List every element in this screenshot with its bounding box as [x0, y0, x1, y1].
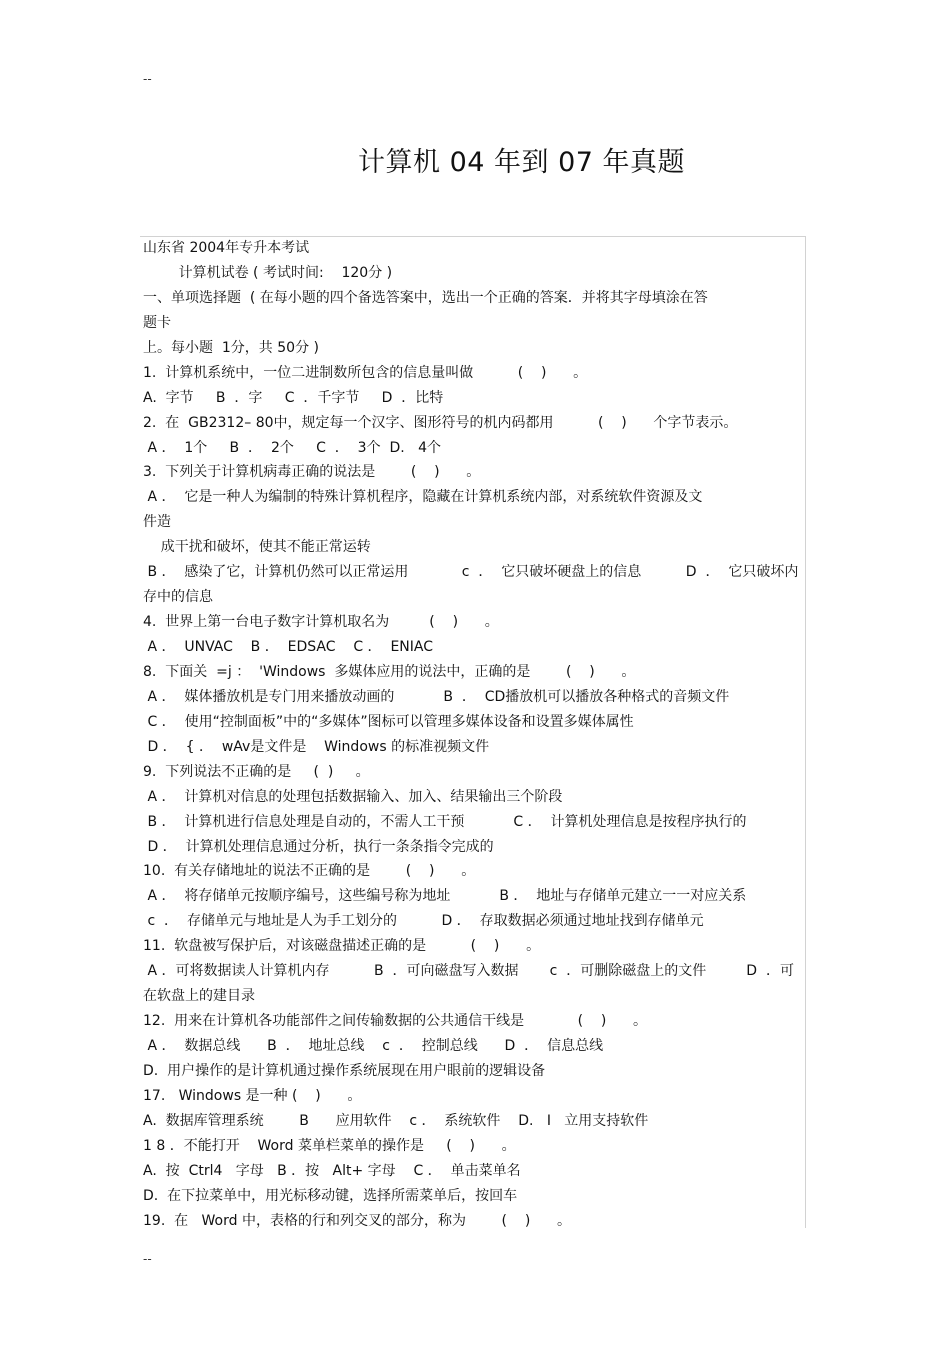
text-line: 题卡	[143, 314, 171, 331]
text-line: 成干扰和破坏，使其不能正常运转	[143, 539, 371, 556]
text-line: A ． UNVAC B ． EDSAC C ． ENIAC	[143, 639, 434, 655]
text-line: D. 在下拉菜单中，用光标移动键，选择所需菜单后，按回车	[143, 1187, 518, 1204]
text-line: 计算机试卷 ( 考试时间: 120分 )	[143, 264, 393, 281]
text-line: 9. 下列说法不正确的是 ( ) 。	[143, 763, 370, 780]
text-line: A. 字节 B ．字 C ．千字节 D ．比特	[143, 389, 444, 406]
text-line: A ． 媒体播放机是专门用来播放动画的 B ． CD播放机可以播放各种格式的音频文件	[143, 688, 730, 705]
text-line: A. 按 Ctrl4 字母 B ．按 Alt+ 字母 C ． 单击菜单名	[143, 1162, 521, 1179]
text-line: 19. 在 Word 中，表格的行和列交叉的部分，称为 ( ) 。	[143, 1212, 571, 1229]
text-line: 11. 软盘被写保护后，对该磁盘描述正确的是 ( ) 。	[143, 938, 541, 955]
text-line: A ． 计算机对信息的处理包括数据输入、加入、结果输出三个阶段	[143, 788, 563, 805]
page-header-marker: --	[143, 72, 152, 86]
text-line: B ． 计算机进行信息处理是自动的，不需人工干预 C ． 计算机处理信息是按程序执行的	[143, 813, 747, 830]
text-line: D ． { ． wAv是文件是 Windows 的标准视频文件	[143, 738, 490, 755]
text-line: A ．可将数据读人计算机内存 B ．可向磁盘写入数据 c ．可删除磁盘上的文件 D ．可	[143, 963, 794, 980]
text-line: D ． 计算机处理信息通过分析，执行一条条指令完成的	[143, 838, 494, 855]
text-line: 一、单项选择题 ( 在每小题的四个备选答案中，选出一个正确的答案．并将其字母填涂在答	[143, 289, 708, 306]
text-line: A. 数据库管理系统 B 应用软件 c ． 系统软件 D. I 立用支持软件	[143, 1112, 649, 1129]
text-line: B ． 感染了它，计算机仍然可以正常运用 c ． 它只破坏硬盘上的信息 D ． 它只破坏内	[143, 564, 799, 581]
document-title: 计算机 04 年到 07 年真题	[358, 147, 686, 178]
text-line: 在软盘上的建目录	[143, 988, 255, 1005]
exam-text-body	[143, 236, 808, 1234]
text-line: 上。每小题 1分，共 50分 )	[143, 339, 319, 356]
text-line: 件造	[143, 514, 171, 531]
text-line: 山东省 2004年专升本考试	[143, 240, 310, 256]
text-line: c ． 存储单元与地址是人为手工划分的 D ． 存取数据必须通过地址找到存储单元	[143, 913, 704, 930]
text-line: 存中的信息	[143, 589, 213, 606]
text-line: A ． 它是一种人为编制的特殊计算机程序，隐藏在计算机系统内部，对系统软件资源及文	[143, 489, 703, 506]
text-line: 12. 用来在计算机各功能部件之间传输数据的公共通信干线是 ( ) 。	[143, 1013, 647, 1030]
text-line: 3. 下列关于计算机病毒正确的说法是 ( ) 。	[143, 464, 481, 481]
text-line: 4. 世界上第一台电子数字计算机取名为 ( ) 。	[143, 614, 499, 631]
text-line: D. 用户操作的是计算机通过操作系统展现在用户眼前的逻辑设备	[143, 1062, 546, 1079]
text-line: A ． 将存储单元按顺序编号，这些编号称为地址 B ． 地址与存储单元建立一一对应关系	[143, 888, 747, 905]
text-line: 1 8 ．不能打开 Word 菜单栏菜单的操作是 ( ) 。	[143, 1137, 516, 1154]
text-line: 1. 计算机系统中，一位二进制数所包含的信息量叫做 ( ) 。	[143, 364, 588, 381]
text-line: 8. 下面关 =j ： 'Windows 多媒体应用的说法中，正确的是 ( ) 。	[143, 663, 636, 680]
text-line: 2. 在 GB2312– 80中，规定每一个汉字、图形符号的机内码都用 ( ) 个字节表示。	[143, 414, 738, 431]
text-line: A ． 数据总线 B ． 地址总线 c ． 控制总线 D ． 信息总线	[143, 1038, 604, 1054]
text-line: 17. Windows 是一种 ( ) 。	[143, 1087, 362, 1104]
text-line: C ． 使用“控制面板”中的“多媒体”图标可以管理多媒体设备和设置多媒体属性	[143, 713, 634, 730]
text-line: A ． 1个 B ． 2个 C ． 3个 D. 4个	[143, 439, 441, 456]
text-line: 10. 有关存储地址的说法不正确的是 ( ) 。	[143, 863, 476, 880]
page-footer-marker: --	[143, 1252, 152, 1266]
